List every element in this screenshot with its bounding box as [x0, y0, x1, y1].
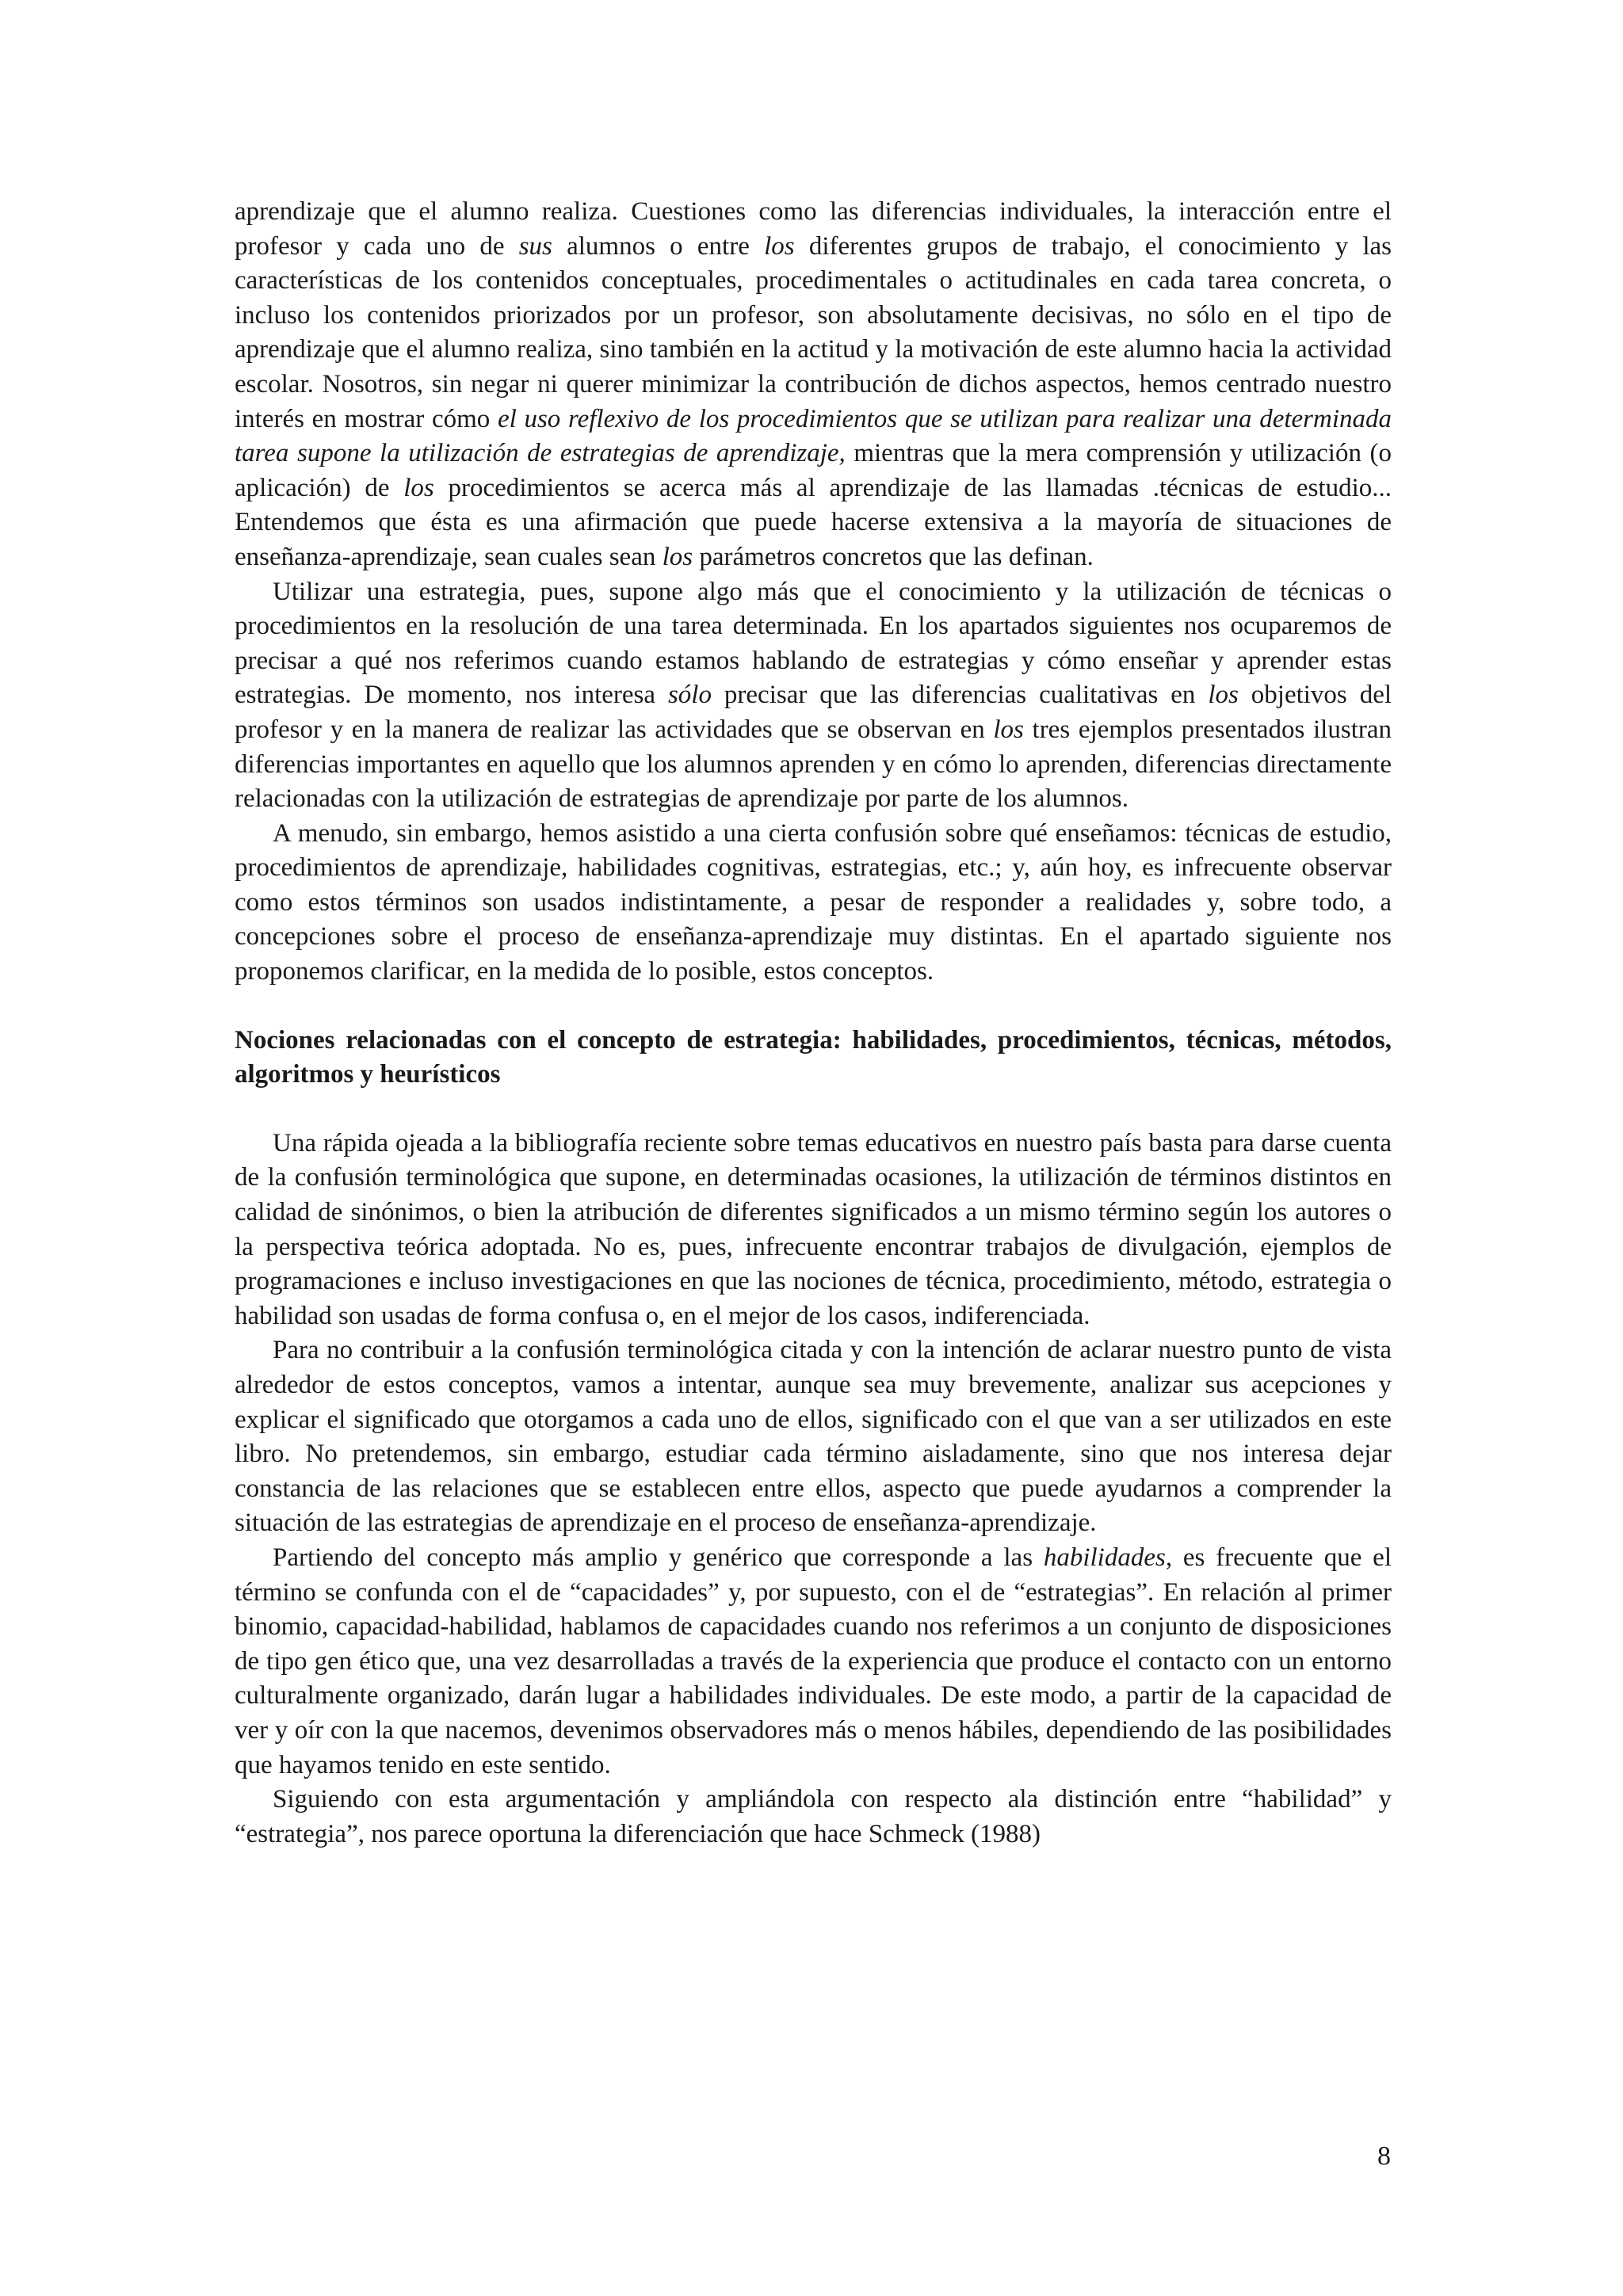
- text-run: procedimientos se acerca más al aprendizaje de las llamadas .técnicas de estudio... Entendemos que ésta es una afirmación que puede hacerse extensiva a la mayoría de situaciones de enseñanza-aprendizaje, sean cuales sean: [235, 473, 1392, 571]
- paragraphs-after-heading: [235, 1127, 1392, 1852]
- paragraph-p1: [235, 195, 1392, 575]
- text-run: mientras que la mera comprensión y utilización (o aplicación) de: [235, 439, 1392, 502]
- paragraph-p3: [235, 817, 1392, 990]
- italic-text: los: [662, 542, 693, 571]
- italic-text: habilidades,: [1043, 1543, 1173, 1572]
- paragraph-p4: [235, 1127, 1392, 1334]
- italic-text: sólo: [667, 681, 712, 710]
- text-run: diferentes grupos de trabajo, el conocimiento y las características de los contenidos conceptuales, procedimentales o actitudinales en cada tarea concreta, o incluso los contenidos priorizados por un profesor, son absolutamente decisivas, no sólo en el tipo de aprendizaje que el alumno realiza, sino también en la actitud y la motivación de este alumno hacia la actividad escolar. Nosotros, sin negar ni querer minimizar la contribución de dichos aspectos, hemos centrado nuestro interés en mostrar cómo: [235, 231, 1392, 433]
- paragraph-p2: [235, 575, 1392, 817]
- text-run: Una rápida ojeada a la bibliografía reciente sobre temas educativos en nuestro país basta para darse cuenta de la confusión terminológica que supone, en determinadas ocasiones, la utilización de términos distintos en calidad de sinónimos, o bien la atribución de diferentes significados a un mismo término según los autores o la perspectiva teórica adoptada. No es, pues, infrecuente encontrar trabajos de divulgación, ejemplos de programaciones e incluso investigaciones en que las nociones de técnica, procedimiento, método, estrategia o habilidad son usadas de forma confusa o, en el mejor de los casos, indiferenciada.: [235, 1128, 1392, 1330]
- paragraph-p6: [235, 1541, 1392, 1783]
- italic-text: los: [764, 231, 795, 261]
- text-run: Para no contribuir a la confusión terminológica citada y con la intención de aclarar nuestro punto de vista alrededor de estos conceptos, vamos a intentar, aunque sea muy brevemente, analizar sus acepciones y explicar el significado que otorgamos a cada uno de ellos, significado con el que van a ser utilizados en este libro. No pretendemos, sin embargo, estudiar cada término aisladamente, sino que nos interesa dejar constancia de las relaciones que se establecen entre ellos, aspecto que puede ayudarnos a comprender la situación de las estrategias de aprendizaje en el proceso de enseñanza-aprendizaje.: [235, 1336, 1392, 1538]
- italic-text: el uso reflexivo de los procedimientos que se utilizan para realizar una determinada tarea supone la utilización de estrategias de aprendizaje,: [235, 404, 1392, 468]
- text-run: Partiendo del concepto más amplio y genérico que corresponde a las: [273, 1543, 1044, 1572]
- text-run: parámetros concretos que las definan.: [693, 542, 1094, 571]
- paragraph-p7: [235, 1783, 1392, 1852]
- italic-text: los: [1208, 681, 1239, 710]
- paragraph-p5: [235, 1333, 1392, 1541]
- text-run: alumnos o entre: [552, 231, 765, 261]
- text-run: tres ejemplos presentados ilustran diferencias importantes en aquello que los alumnos aprenden y en cómo lo aprenden, diferencias directamente relacionadas con la utilización de estrategias de aprendizaje por parte de los alumnos.: [235, 715, 1392, 814]
- section-heading: Nociones relacionadas con el concepto de estrategia: habilidades, procedimientos, técnicas, métodos, algoritmos y heurísticos: [235, 1025, 1392, 1089]
- italic-text: los: [993, 715, 1024, 744]
- italic-text: los: [403, 473, 434, 502]
- text-run: es frecuente que el término se confunda con el de “capacidades” y, por supuesto, con el de “estrategias”. En relación al primer binomio, capacidad-habilidad, hablamos de capacidades cuando nos referimos a un conjunto de disposiciones de tipo gen ético que, una vez desarrolladas a través de la experiencia que produce el contacto con un entorno culturalmente organizado, darán lugar a habilidades individuales. De este modo, a partir de la capacidad de ver y oír con la que nacemos, devenimos observadores más o menos hábiles, dependiendo de las posibilidades que hayamos tenido en este sentido.: [235, 1543, 1392, 1779]
- paragraphs-before-heading: [235, 195, 1392, 990]
- text-run: aprendizaje que el alumno realiza. Cuestiones como las diferencias individuales, la interacción entre el profesor y cada uno de: [235, 197, 1392, 261]
- text-run: Utilizar una estrategia, pues, supone algo más que el conocimiento y la utilización de técnicas o procedimientos en la resolución de una tarea determinada. En los apartados siguientes nos ocuparemos de precisar a qué nos referimos cuando estamos hablando de estrategias y cómo enseñar y aprender estas estrategias. De momento, nos interesa: [235, 577, 1392, 710]
- page-number: 8: [1377, 2142, 1391, 2171]
- text-run: Siguiendo con esta argumentación y ampliándola con respecto ala distinción entre “habilidad” y “estrategia”, nos parece oportuna la diferenciación que hace Schmeck (1988): [235, 1785, 1392, 1848]
- italic-text: sus: [518, 231, 552, 261]
- text-run: A menudo, sin embargo, hemos asistido a una cierta confusión sobre qué enseñamos: técnicas de estudio, procedimientos de aprendizaje, habilidades cognitivas, estrategias, etc.; y, aún hoy, es infrecuente observar como estos términos son usados indistintamente, a pesar de responder a realidades y, sobre todo, a concepciones sobre el proceso de enseñanza-aprendizaje muy distintas. En el apartado siguiente nos proponemos clarificar, en la medida de lo posible, estos conceptos.: [235, 818, 1392, 986]
- text-run: precisar que las diferencias cualitativas en: [711, 681, 1209, 710]
- body-text: [235, 195, 1392, 1852]
- text-run: objetivos del profesor y en la manera de realizar las actividades que se observan en: [235, 681, 1392, 744]
